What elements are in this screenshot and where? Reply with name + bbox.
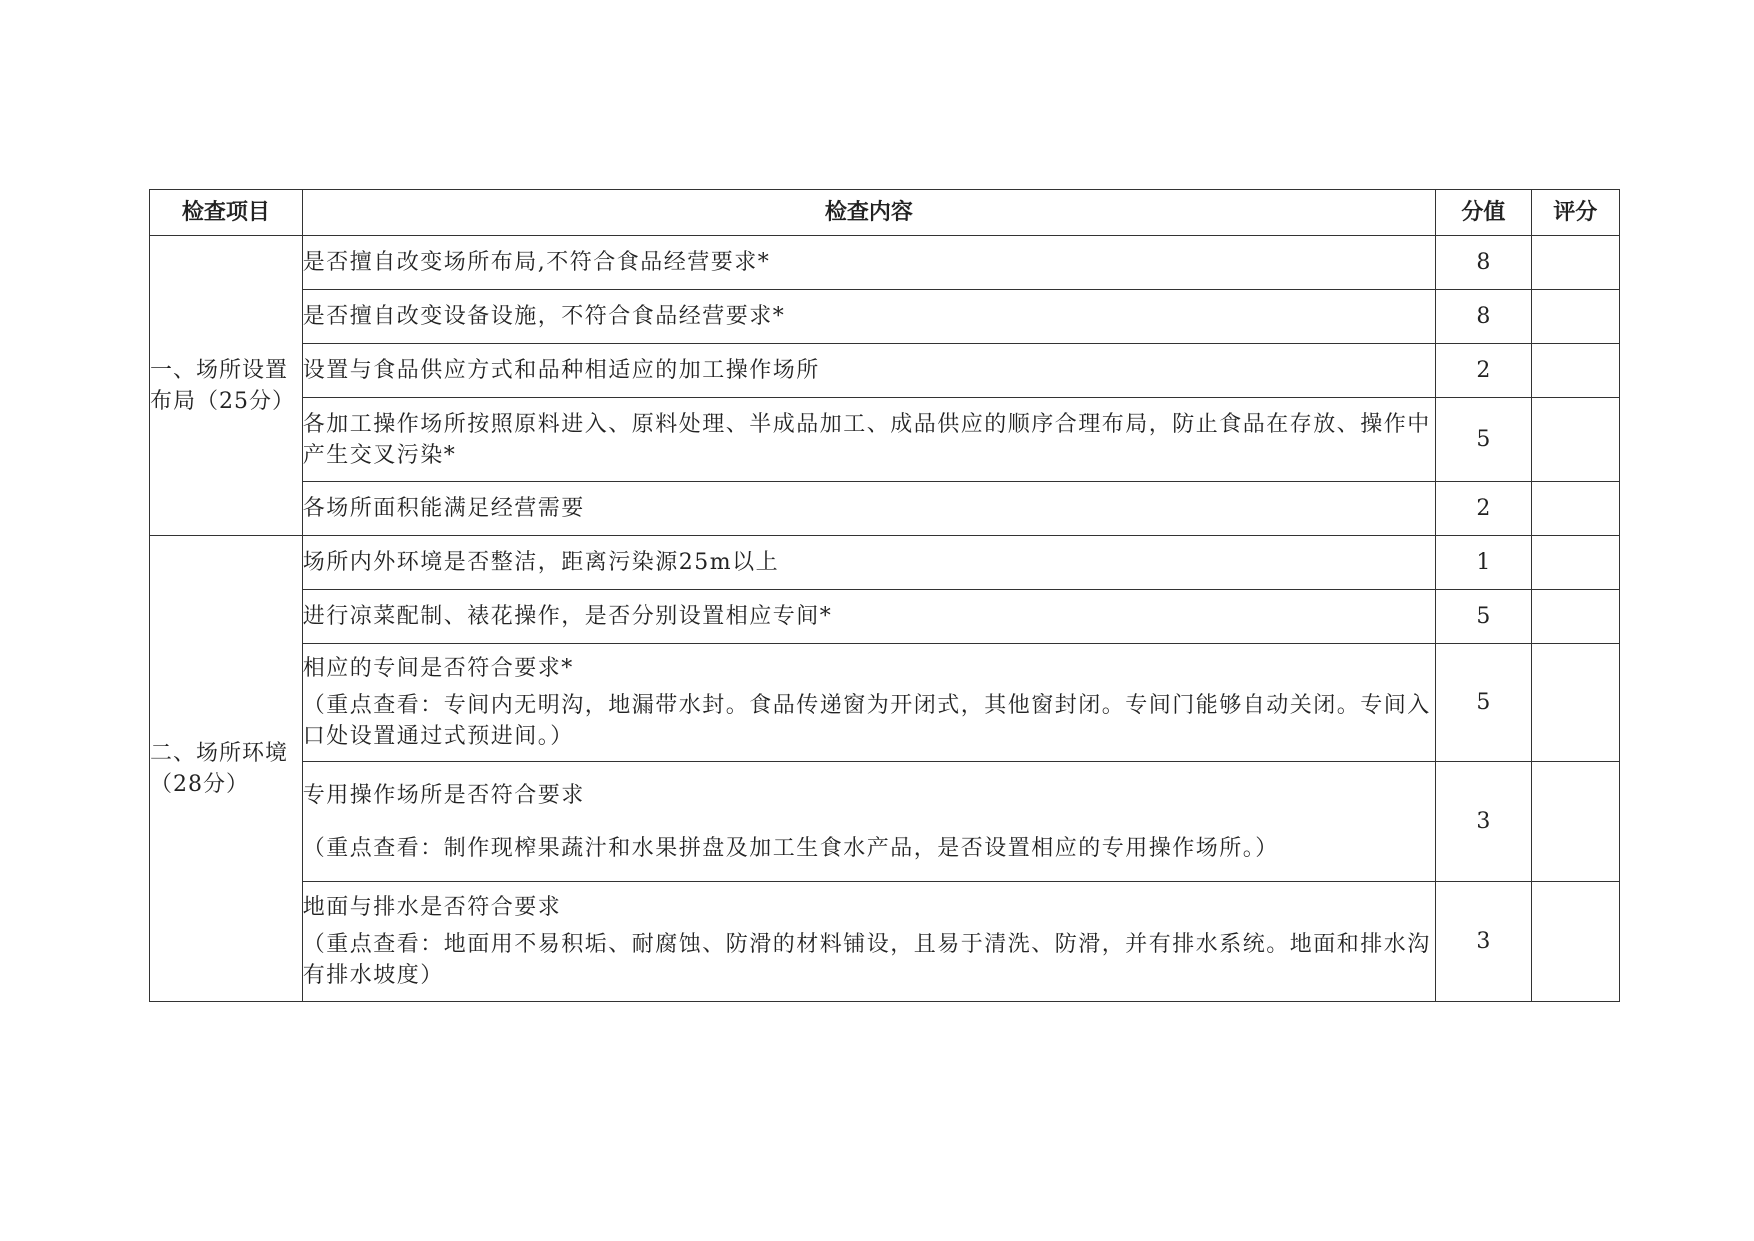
content-cell [302,762,1435,882]
category-cell: 一、场所设置布局（25分） [150,236,303,536]
score-cell: 2 [1436,482,1531,536]
item-text: 地面与排水是否符合要求 [302,895,562,920]
category-cell: 二、场所环境（28分） [150,536,303,1002]
grade-cell[interactable] [1531,344,1619,398]
content-cell: 场所内外环境是否整洁，距离污染源25m以上 [302,536,1435,590]
grade-cell[interactable] [1531,398,1619,482]
content-cell: 各加工操作场所按照原料进入、原料处理、半成品加工、成品供应的顺序合理布局，防止食品在存放、操作中产生交叉污染* [302,398,1435,482]
score-cell: 3 [1436,882,1531,1002]
grade-cell[interactable] [1531,762,1619,882]
inspection-table [149,189,1620,1002]
item-detail: （重点查看：地面用不易积垢、耐腐蚀、防滑的材料铺设，且易于清洗、防滑，并有排水系统。地面和排水沟有排水坡度） [302,932,1431,988]
content-cell: 是否擅自改变场所布局,不符合食品经营要求* [302,236,1435,290]
item-text: 专用操作场所是否符合要求 [302,782,585,808]
content-cell: 各场所面积能满足经营需要 [302,482,1435,536]
grade-cell[interactable] [1531,236,1619,290]
item-detail: （重点查看：制作现榨果蔬汁和水果拼盘及加工生食水产品，是否设置相应的专用操作场所。） [302,835,1279,861]
grade-cell[interactable] [1531,482,1619,536]
table-row [150,236,1620,290]
grade-cell[interactable] [1531,644,1619,762]
header-content: 检查内容 [302,190,1435,236]
table-row [150,536,1620,590]
content-cell [302,644,1435,762]
table-row [150,882,1620,1002]
table-row [150,344,1620,398]
content-cell: 是否擅自改变设备设施，不符合食品经营要求* [302,290,1435,344]
header-row [150,190,1620,236]
grade-cell[interactable] [1531,290,1619,344]
item-detail: （重点查看：专间内无明沟，地漏带水封。食品传递窗为开闭式，其他窗封闭。专间门能够自动关闭。专间入口处设置通过式预进间。） [302,693,1431,749]
table-row [150,590,1620,644]
table-row [150,482,1620,536]
score-cell: 2 [1436,344,1531,398]
score-cell: 5 [1436,398,1531,482]
grade-cell[interactable] [1531,536,1619,590]
header-score: 分值 [1436,190,1531,236]
content-cell: 进行凉菜配制、裱花操作，是否分别设置相应专间* [302,590,1435,644]
table-row [150,290,1620,344]
item-text: 相应的专间是否符合要求* [302,656,574,681]
score-cell: 8 [1436,236,1531,290]
content-cell [302,882,1435,1002]
score-cell: 1 [1436,536,1531,590]
table-row [150,762,1620,882]
score-cell: 5 [1436,590,1531,644]
content-cell: 设置与食品供应方式和品种相适应的加工操作场所 [302,344,1435,398]
grade-cell[interactable] [1531,590,1619,644]
grade-cell[interactable] [1531,882,1619,1002]
table-row [150,644,1620,762]
score-cell: 3 [1436,762,1531,882]
header-grade: 评分 [1531,190,1619,236]
table-row [150,398,1620,482]
header-item: 检查项目 [150,190,303,236]
score-cell: 5 [1436,644,1531,762]
score-cell: 8 [1436,290,1531,344]
